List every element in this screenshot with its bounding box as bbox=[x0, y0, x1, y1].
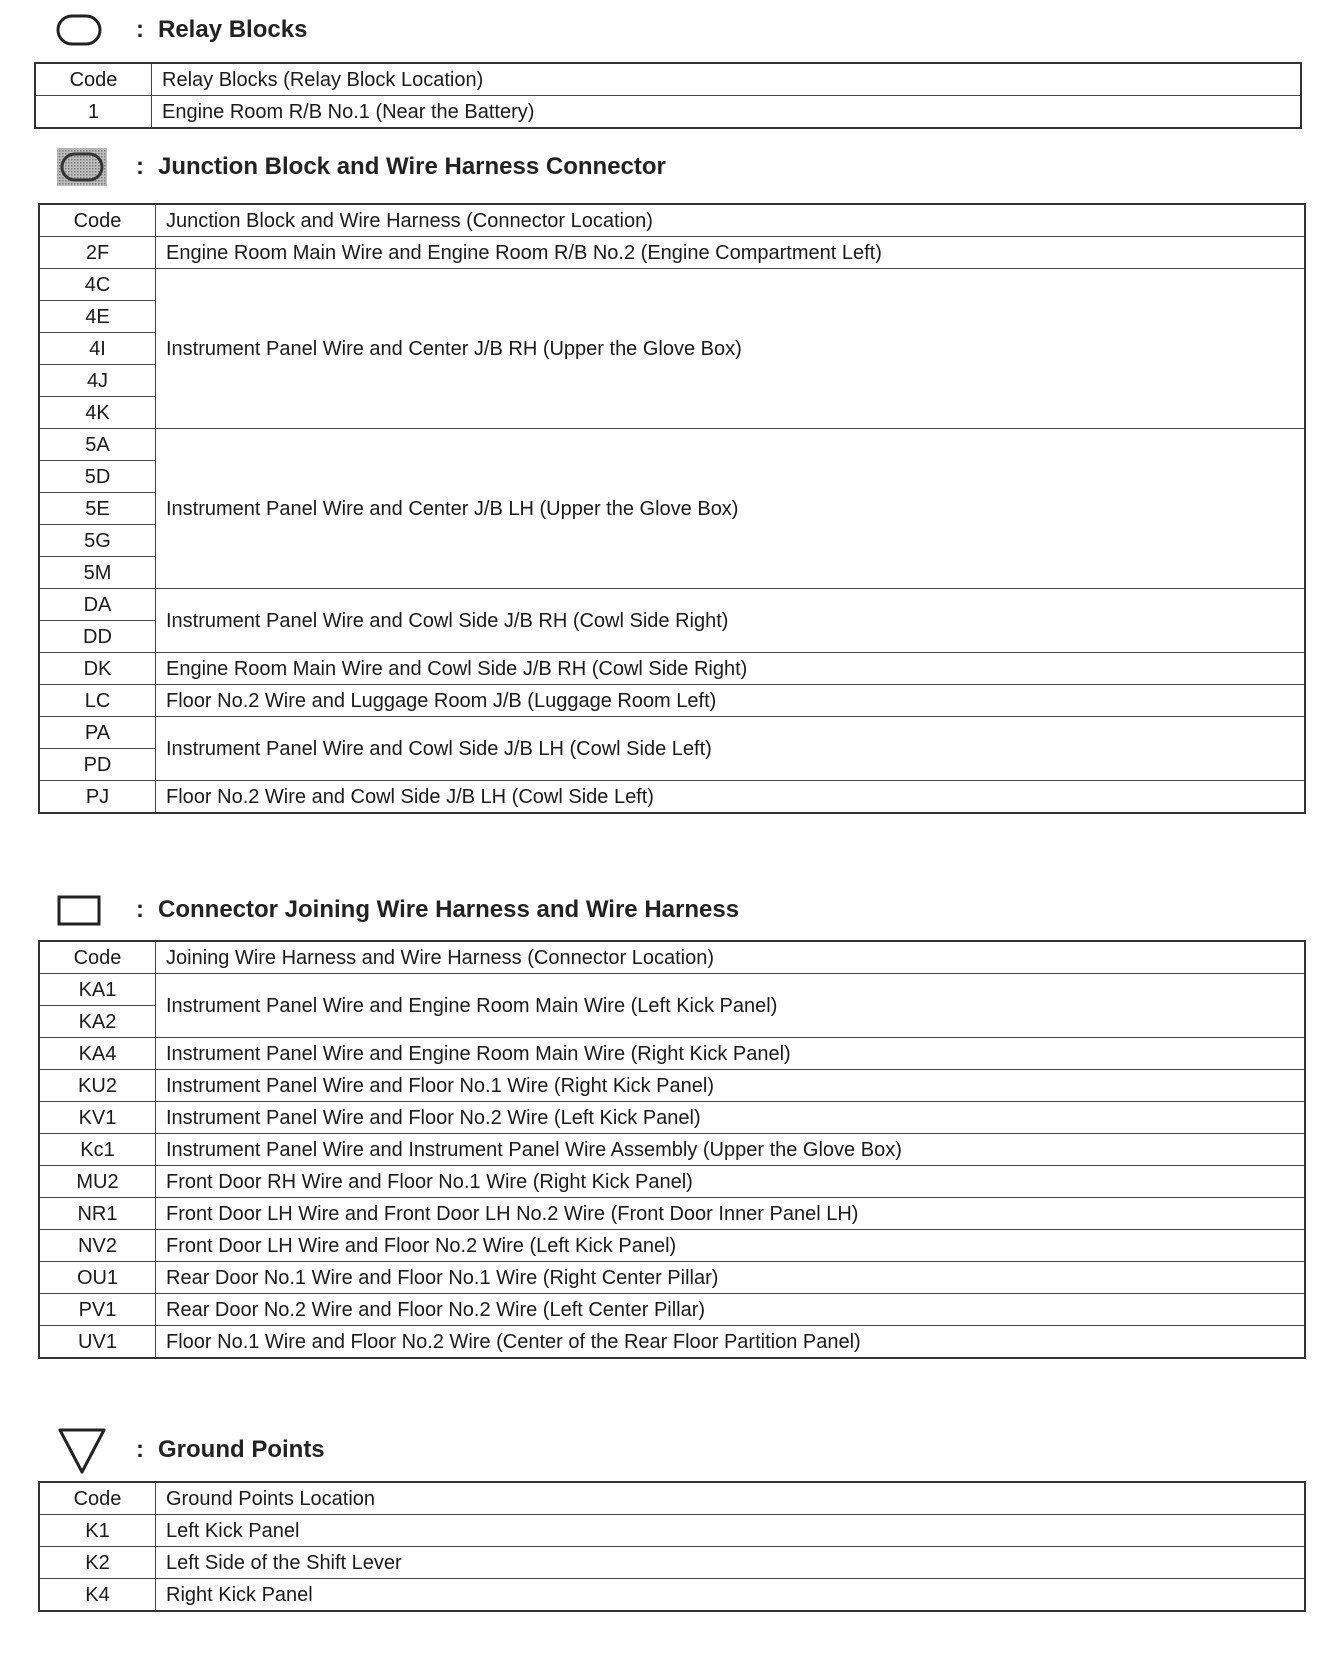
table-row bbox=[39, 1230, 1305, 1262]
code-cell: 5G bbox=[39, 525, 156, 557]
location-header: Junction Block and Wire Harness (Connector Location) bbox=[156, 204, 1306, 237]
code-cell: 5A bbox=[39, 429, 156, 461]
code-cell: DD bbox=[39, 621, 156, 653]
section-title: Relay Blocks bbox=[158, 16, 308, 43]
location-header: Ground Points Location bbox=[156, 1482, 1306, 1515]
code-cell: PA bbox=[39, 717, 156, 749]
code-cell: K1 bbox=[39, 1515, 156, 1547]
code-header: Code bbox=[39, 1482, 156, 1515]
table-row bbox=[39, 1038, 1305, 1070]
location-cell: Engine Room Main Wire and Engine Room R/B No.2 (Engine Compartment Left) bbox=[156, 237, 1306, 269]
table-row bbox=[39, 1579, 1305, 1612]
code-cell: NR1 bbox=[39, 1198, 156, 1230]
square-icon bbox=[56, 888, 112, 932]
code-cell: 4J bbox=[39, 365, 156, 397]
table-row bbox=[39, 1070, 1305, 1102]
location-cell: Engine Room R/B No.1 (Near the Battery) bbox=[152, 96, 1302, 129]
relay-blocks-table bbox=[34, 62, 1302, 129]
code-cell: OU1 bbox=[39, 1262, 156, 1294]
code-cell: 5D bbox=[39, 461, 156, 493]
code-cell: PV1 bbox=[39, 1294, 156, 1326]
table-row bbox=[39, 1294, 1305, 1326]
table-row bbox=[39, 1166, 1305, 1198]
table-header-row bbox=[39, 204, 1305, 237]
location-cell: Rear Door No.1 Wire and Floor No.1 Wire (Right Center Pillar) bbox=[156, 1262, 1306, 1294]
code-cell: 4C bbox=[39, 269, 156, 301]
ground-points-heading bbox=[56, 1420, 325, 1480]
code-cell: KA4 bbox=[39, 1038, 156, 1070]
code-cell: KA2 bbox=[39, 1006, 156, 1038]
location-header: Joining Wire Harness and Wire Harness (Connector Location) bbox=[156, 941, 1306, 974]
table-row bbox=[39, 685, 1305, 717]
code-header: Code bbox=[39, 204, 156, 237]
code-cell: 4I bbox=[39, 333, 156, 365]
table-row bbox=[39, 1262, 1305, 1294]
table-row bbox=[39, 589, 1305, 621]
heading-colon: : bbox=[136, 16, 144, 43]
table-row bbox=[39, 1102, 1305, 1134]
location-cell: Instrument Panel Wire and Floor No.1 Wire (Right Kick Panel) bbox=[156, 1070, 1306, 1102]
section-title: Junction Block and Wire Harness Connector bbox=[158, 153, 666, 180]
location-cell: Rear Door No.2 Wire and Floor No.2 Wire (Left Center Pillar) bbox=[156, 1294, 1306, 1326]
junction-block-heading bbox=[56, 142, 666, 192]
table-row bbox=[39, 653, 1305, 685]
location-cell: Instrument Panel Wire and Floor No.2 Wire (Left Kick Panel) bbox=[156, 1102, 1306, 1134]
code-cell: LC bbox=[39, 685, 156, 717]
heading-colon: : bbox=[136, 1436, 144, 1463]
code-cell: K4 bbox=[39, 1579, 156, 1612]
connector-table bbox=[38, 940, 1306, 1359]
code-cell: 5E bbox=[39, 493, 156, 525]
table-row bbox=[39, 974, 1305, 1006]
code-cell: 4K bbox=[39, 397, 156, 429]
code-cell: UV1 bbox=[39, 1326, 156, 1359]
connector-heading bbox=[56, 885, 739, 935]
table-row bbox=[39, 1198, 1305, 1230]
table-row bbox=[39, 237, 1305, 269]
junction-block-table bbox=[38, 203, 1306, 814]
location-cell: Front Door LH Wire and Floor No.2 Wire (Left Kick Panel) bbox=[156, 1230, 1306, 1262]
triangle-down-icon bbox=[56, 1422, 112, 1478]
shaded-rounded-rect-icon bbox=[56, 145, 112, 189]
location-cell: Right Kick Panel bbox=[156, 1579, 1306, 1612]
location-cell: Floor No.2 Wire and Cowl Side J/B LH (Cowl Side Left) bbox=[156, 781, 1306, 814]
location-cell: Instrument Panel Wire and Cowl Side J/B RH (Cowl Side Right) bbox=[156, 589, 1306, 653]
location-cell: Floor No.1 Wire and Floor No.2 Wire (Center of the Rear Floor Partition Panel) bbox=[156, 1326, 1306, 1359]
code-cell: NV2 bbox=[39, 1230, 156, 1262]
table-row bbox=[39, 1547, 1305, 1579]
location-cell: Floor No.2 Wire and Luggage Room J/B (Luggage Room Left) bbox=[156, 685, 1306, 717]
code-cell: KU2 bbox=[39, 1070, 156, 1102]
table-row bbox=[39, 717, 1305, 749]
table-header-row bbox=[39, 1482, 1305, 1515]
code-cell: PD bbox=[39, 749, 156, 781]
code-cell: 2F bbox=[39, 237, 156, 269]
location-cell: Instrument Panel Wire and Center J/B LH (Upper the Glove Box) bbox=[156, 429, 1306, 589]
code-cell: K2 bbox=[39, 1547, 156, 1579]
code-cell: Kc1 bbox=[39, 1134, 156, 1166]
code-header: Code bbox=[35, 63, 152, 96]
location-cell: Front Door LH Wire and Front Door LH No.2 Wire (Front Door Inner Panel LH) bbox=[156, 1198, 1306, 1230]
location-cell: Instrument Panel Wire and Engine Room Main Wire (Left Kick Panel) bbox=[156, 974, 1306, 1038]
code-cell: MU2 bbox=[39, 1166, 156, 1198]
heading-colon: : bbox=[136, 153, 144, 180]
location-cell: Left Kick Panel bbox=[156, 1515, 1306, 1547]
heading-colon: : bbox=[136, 896, 144, 923]
code-cell: PJ bbox=[39, 781, 156, 814]
location-cell: Engine Room Main Wire and Cowl Side J/B RH (Cowl Side Right) bbox=[156, 653, 1306, 685]
location-cell: Front Door RH Wire and Floor No.1 Wire (Right Kick Panel) bbox=[156, 1166, 1306, 1198]
table-header-row bbox=[35, 63, 1301, 96]
location-cell: Instrument Panel Wire and Engine Room Main Wire (Right Kick Panel) bbox=[156, 1038, 1306, 1070]
code-cell: KV1 bbox=[39, 1102, 156, 1134]
code-cell: KA1 bbox=[39, 974, 156, 1006]
location-cell: Instrument Panel Wire and Center J/B RH (Upper the Glove Box) bbox=[156, 269, 1306, 429]
code-header: Code bbox=[39, 941, 156, 974]
table-row bbox=[35, 96, 1301, 129]
rounded-rect-icon bbox=[56, 8, 112, 52]
location-header: Relay Blocks (Relay Block Location) bbox=[152, 63, 1302, 96]
section-title: Ground Points bbox=[158, 1436, 325, 1463]
section-title: Connector Joining Wire Harness and Wire Harness bbox=[158, 896, 740, 923]
code-cell: 5M bbox=[39, 557, 156, 589]
table-header-row bbox=[39, 941, 1305, 974]
table-row bbox=[39, 269, 1305, 301]
table-row bbox=[39, 781, 1305, 814]
table-row bbox=[39, 1515, 1305, 1547]
code-cell: 4E bbox=[39, 301, 156, 333]
table-row bbox=[39, 429, 1305, 461]
location-cell: Instrument Panel Wire and Cowl Side J/B LH (Cowl Side Left) bbox=[156, 717, 1306, 781]
code-cell: DK bbox=[39, 653, 156, 685]
table-row bbox=[39, 1326, 1305, 1359]
location-cell: Instrument Panel Wire and Instrument Panel Wire Assembly (Upper the Glove Box) bbox=[156, 1134, 1306, 1166]
location-cell: Left Side of the Shift Lever bbox=[156, 1547, 1306, 1579]
relay-blocks-heading bbox=[56, 5, 307, 55]
code-cell: DA bbox=[39, 589, 156, 621]
ground-points-table bbox=[38, 1481, 1306, 1612]
table-row bbox=[39, 1134, 1305, 1166]
code-cell: 1 bbox=[35, 96, 152, 129]
